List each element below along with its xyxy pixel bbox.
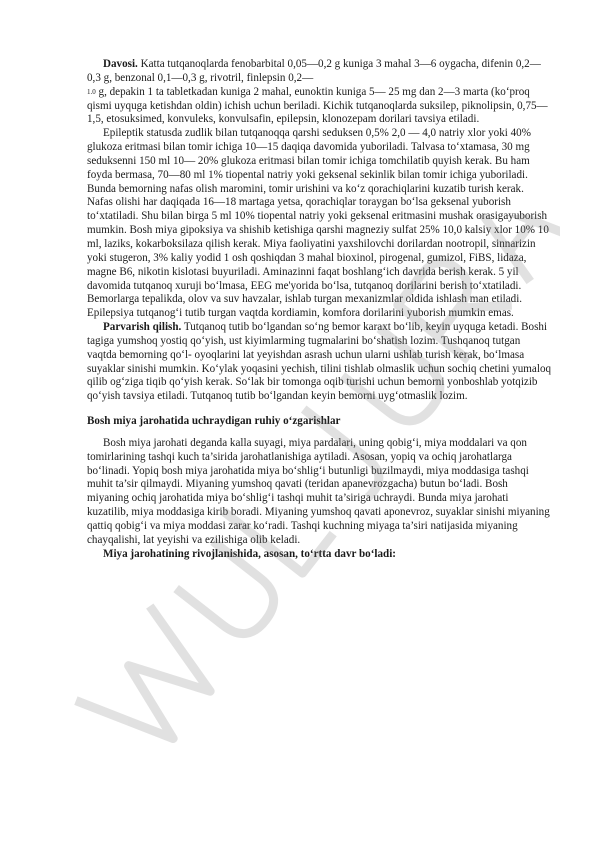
paragraph-stages: [87, 548, 552, 562]
paragraph-text: Katta tutqanoqlarda fenobarbital 0,05—0,2 g kuniga 3 mahal 3—6 oygacha, difenin 0,2—0,3 g, benzonal 0,1—0,3 g, rivotril, finlepsin 0,2—: [87, 58, 541, 84]
document-body: [87, 58, 552, 562]
paragraph-bold-text: Miya jarohatining rivojlanishida, asosan, to‘rtta davr bo‘ladi:: [103, 547, 396, 560]
paragraph-text: Tutqanoq tutib bo‘lgandan so‘ng bemor karaxt bo‘lib, keyin uyquga ketadi. Boshi tagiga yumshoq yostiq qo‘yish, ust kiyimlarming tugmalarini bo‘shatish lozim. Tushqanoq tutgan vaqtda bemorning qo‘l- oyoqlarini lat yeyishdan asrash uchun ularni ushlab turish kerak, bo‘lmasa suyaklar sinishi mumkin. Ko‘ylak yoqasini yechish, tilini tishlab olmaslik uchun sochiq chetini yumaloq qilib og‘ziga tiqib qo‘yish kerak. So‘lak bir tomonga oqib turishi uchun bemorni yonboshlab yotqizib qo‘yish tavsiya etiladi. Tutqanoq tutib bo‘lgandan keyin bemorni uyg‘otmaslik lozim.: [87, 321, 552, 403]
paragraph-treatment: [87, 58, 552, 127]
paragraph-lead: Davosi.: [103, 58, 138, 70]
section-heading: Bosh miya jarohatida uchraydigan ruhiy o‘zgarishlar: [87, 415, 341, 428]
paragraph-care: [87, 321, 552, 404]
line-number: 1.0: [87, 87, 96, 96]
paragraph-brain-injury: Bosh miya jarohati deganda kalla suyagi, miya pardalari, uning qobig‘i, miya moddalari va qon tomirlarining tashqi kuch ta’sirida jarohatlanishiga aytiladi. Asosan, yopiq va ochiq jarohatlarga bo‘linadi. Yopiq bosh miya jarohatida miya bo‘shlig‘i butunligi buzilmaydi, miya moddasiga tashqi muhit ta’sir qilmaydi. Miyaning yumshoq qavati (teridan apanevrozgacha) butun bo‘ladi. Bosh miyaning ochiq jarohatida miya bo‘shlig‘i tashqi muhit ta’siriga uchraydi. Bunda miya jarohati kuzatilib, miya moddasiga kirib boradi. Miyaning yumshoq qavati aponevroz, suyaklar sinishi miyaning qattiq qobig‘i va miya moddasi zarar ko‘radi. Tashqi kuchning miyaga ta’siri natijasida miyaning chayqalishi, lat yeyishi va ezilishiga olib keladi.: [87, 436, 550, 546]
paragraph-text: g, depakin 1 ta tabletkadan kuniga 2 mahal, eunoktin kuniga 5— 25 mg dan 2—3 marta (ko‘proq qismi uyquga ketishdan oldin) ichish uchun beriladi. Kichik tutqanoqlarda suksilep, piknolipsin, 0,75—1,5, etosuksimed, konvuleks, konvulsafin, epilepsin, klonozepam dorilari tavsiya etiladi.: [87, 85, 548, 126]
paragraph-lead: Parvarish qilish.: [103, 321, 182, 334]
paragraph-epileptic-status: Epileptik statusda zudlik bilan tutqanoqqa qarshi seduksen 0,5% 2,0 — 4,0 natriy xlor yoki 40% glukoza eritmasi bilan tomir ichiga 10—15 daqiqa davomida yuboriladi. Talvasa to‘xtamasa, 30 mg seduksenni 150 ml 10— 20% glukoza eritmasi bilan tomir ichiga tomchilatib quyish kerak. Bu ham foyda bermasa, 70—80 ml 1% tiopental natriy yoki geksenal sekinlik bilan tomir ichiga yuboriladi. Bunda bemorning nafas olish maromini, tomir urishini va ko‘z qorachiqlarini kuzatib turish kerak. Nafas olishi har daqiqada 16—18 martaga yetsa, qorachiqlar toraygan bo‘lsa geksenal yuborish to‘xtatiladi. Shu bilan birga 5 ml 10% tiopental natriy yoki geksenal eritmasini mushak orasigayuborish mumkin. Bosh miya gipoksiya va shishib ketishiga qarshi magneziy sulfat 25% 10,0 kalsiy xlor 10% 10 ml, laziks, kokarboksilaza qilish kerak. Miya faoliyatini yaxshilovchi dorilardan nootropil, sinnarizin yoki stugeron, 3% kaliy yodid 1 osh qoshiqdan 3 mahal bioxinol, pirogenal, gumizol, FiBS, lidaza, magne B6, nikotin kislotasi buyuriladi. Aminazinni faqat boshlang‘ich davrida berish kerak. 5 yil davomida tutqanoq xuruji bo‘lmasa, EEG me'yorida bo‘lsa, tutqanoq dorilarini berish to‘xtatiladi. Bemorlarga tepalikda, olov va suv havzalar, ishlab turgan mexanizmlar oldida ishlash man etiladi. Epilepsiya tutqanog‘i tutib turgan vaqtda kordiamin, komfora dorilarini yuborish mumkin emas.: [87, 127, 549, 320]
